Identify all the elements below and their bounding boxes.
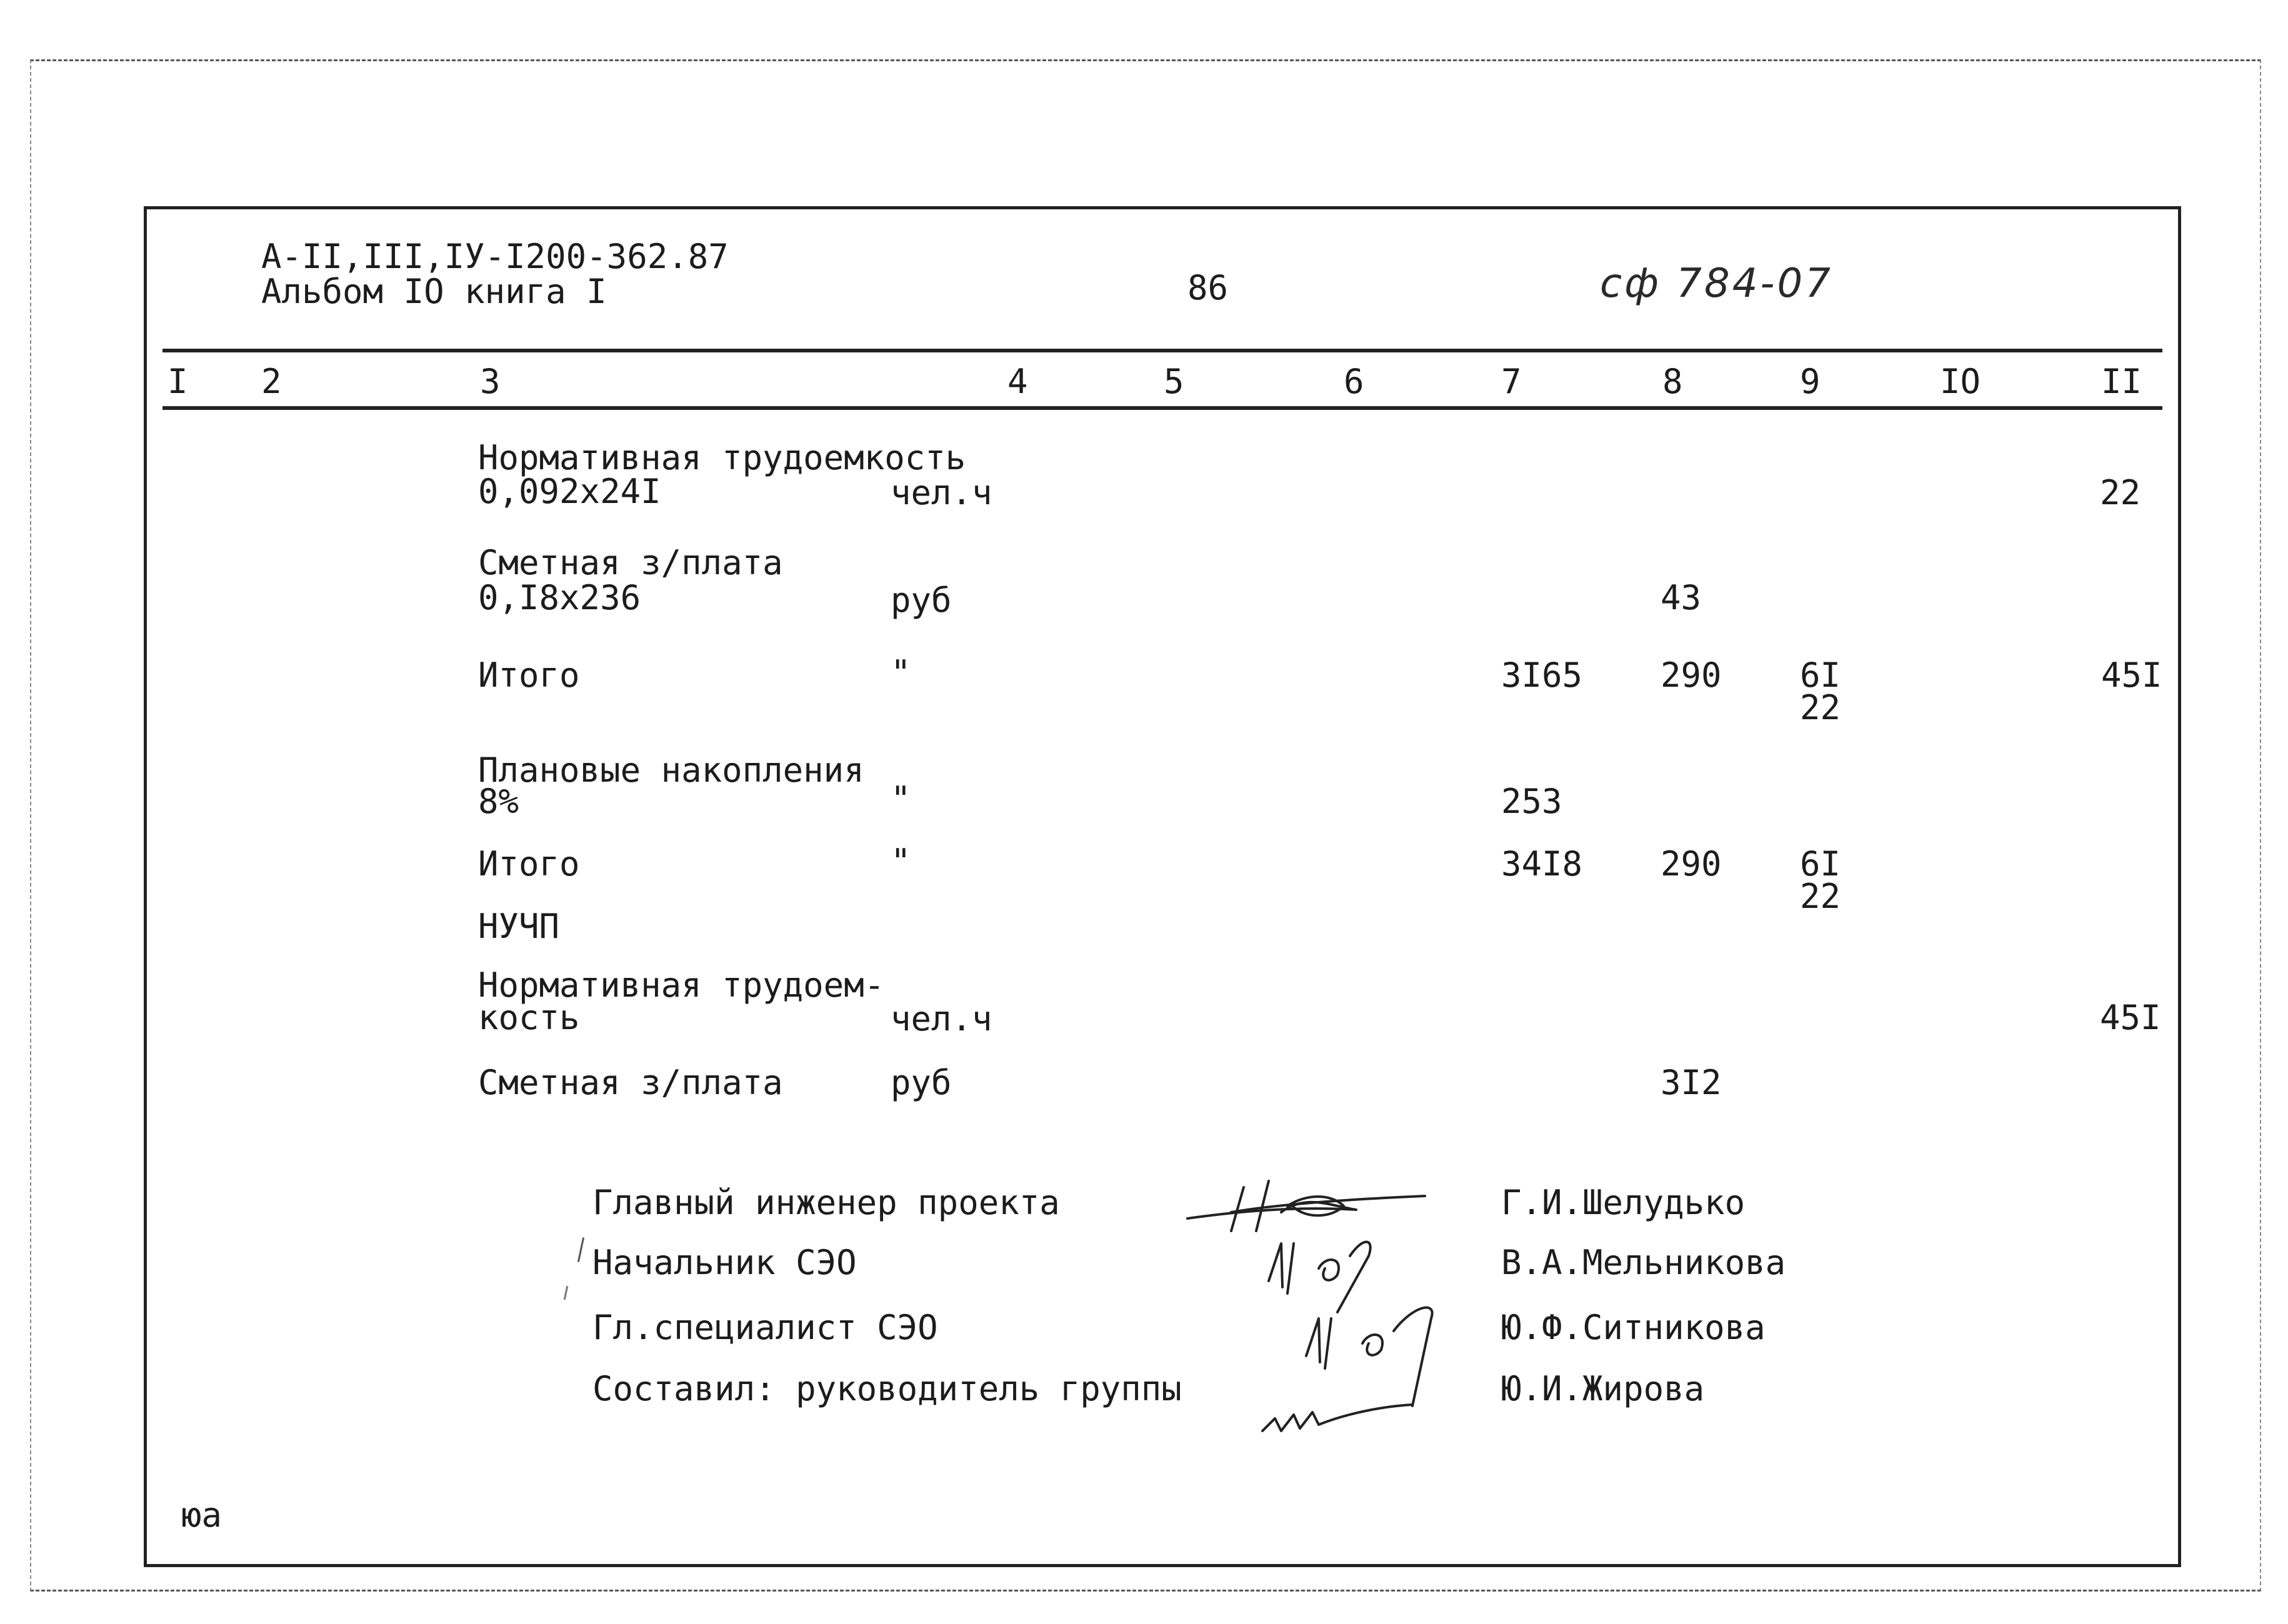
row3-col7: 3I65 (1501, 655, 1583, 695)
signature-name-4: Ю.И.Жирова (1501, 1369, 1705, 1408)
col-header-5: 5 (1164, 362, 1184, 401)
page-frame (144, 206, 2181, 1567)
signature-role-4: Составил: руководитель группы (592, 1369, 1182, 1408)
col-header-8: 8 (1662, 362, 1683, 401)
row4-col7: 253 (1501, 782, 1562, 821)
row1-label-line1: Нормативная трудоемкость (478, 438, 966, 477)
handwritten-stamp: сф 784-07 (1600, 261, 1833, 307)
row7-col11: 45I (2100, 998, 2161, 1037)
col-header-9: 9 (1800, 362, 1821, 401)
col-header-11: II (2101, 362, 2142, 401)
row4-unit: " (891, 779, 911, 819)
col-header-3: 3 (480, 362, 501, 401)
signature-role-1: Главный инженер проекта (592, 1183, 1060, 1222)
row1-col11: 22 (2100, 473, 2141, 512)
table-top-rule (162, 349, 2162, 352)
row5-label: Итого (478, 844, 580, 884)
row3-unit: " (891, 653, 911, 692)
signature-name-2: В.А.Мельникова (1501, 1243, 1786, 1282)
album-label: Альбом IO книга I (261, 272, 607, 311)
row3-col11: 45I (2101, 655, 2162, 695)
col-header-7: 7 (1501, 362, 1522, 401)
signature-scribble-4 (1250, 1375, 1437, 1443)
row3-col9-line2: 22 (1800, 688, 1841, 727)
row7-label-line1: Нормативная трудоем- (478, 965, 885, 1005)
col-header-10: IO (1940, 362, 1981, 401)
signature-name-3: Ю.Ф.Ситникова (1501, 1308, 1766, 1347)
row8-label: Сметная з/плата (478, 1063, 783, 1102)
row5-col9-line1: 6I (1800, 844, 1841, 884)
col-header-6: 6 (1344, 362, 1364, 401)
row5-col9-line2: 22 (1800, 877, 1841, 916)
row1-unit: чел.ч (891, 473, 992, 512)
signature-role-2: Начальник СЭО (592, 1243, 857, 1282)
doc-code: А-II,III,IУ-I200-362.87 (261, 237, 729, 276)
page-number: 86 (1187, 268, 1229, 307)
table-header-rule (162, 406, 2162, 410)
row8-col8: 3I2 (1661, 1063, 1722, 1102)
row4-label-line1: Плановые накопления (478, 750, 864, 790)
row8-unit: руб (891, 1063, 952, 1102)
row2-unit: руб (891, 580, 952, 620)
col-header-1: I (167, 362, 188, 401)
row2-label-line2: 0,I8х236 (478, 578, 641, 617)
row3-label: Итого (478, 655, 580, 695)
footer-mark: юа (181, 1495, 222, 1535)
row7-label-line2: кость (478, 998, 580, 1037)
row5-col8: 290 (1661, 844, 1722, 884)
col-header-2: 2 (261, 362, 282, 401)
row5-col7: 34I8 (1501, 844, 1583, 884)
col-header-4: 4 (1007, 362, 1028, 401)
row6-section-label: НУЧП (478, 907, 560, 946)
row5-unit: " (891, 842, 911, 881)
row7-unit: чел.ч (891, 999, 992, 1039)
row4-label-line2: 8% (478, 782, 519, 821)
row3-col9-line1: 6I (1800, 655, 1841, 695)
signature-role-3: Гл.специалист СЭО (592, 1308, 938, 1347)
row2-col8: 43 (1661, 578, 1702, 617)
row2-label-line1: Сметная з/плата (478, 543, 783, 582)
signature-name-1: Г.И.Шелудько (1501, 1183, 1746, 1222)
row3-col8: 290 (1661, 655, 1722, 695)
row1-label-line2: 0,092х24I (478, 472, 661, 511)
